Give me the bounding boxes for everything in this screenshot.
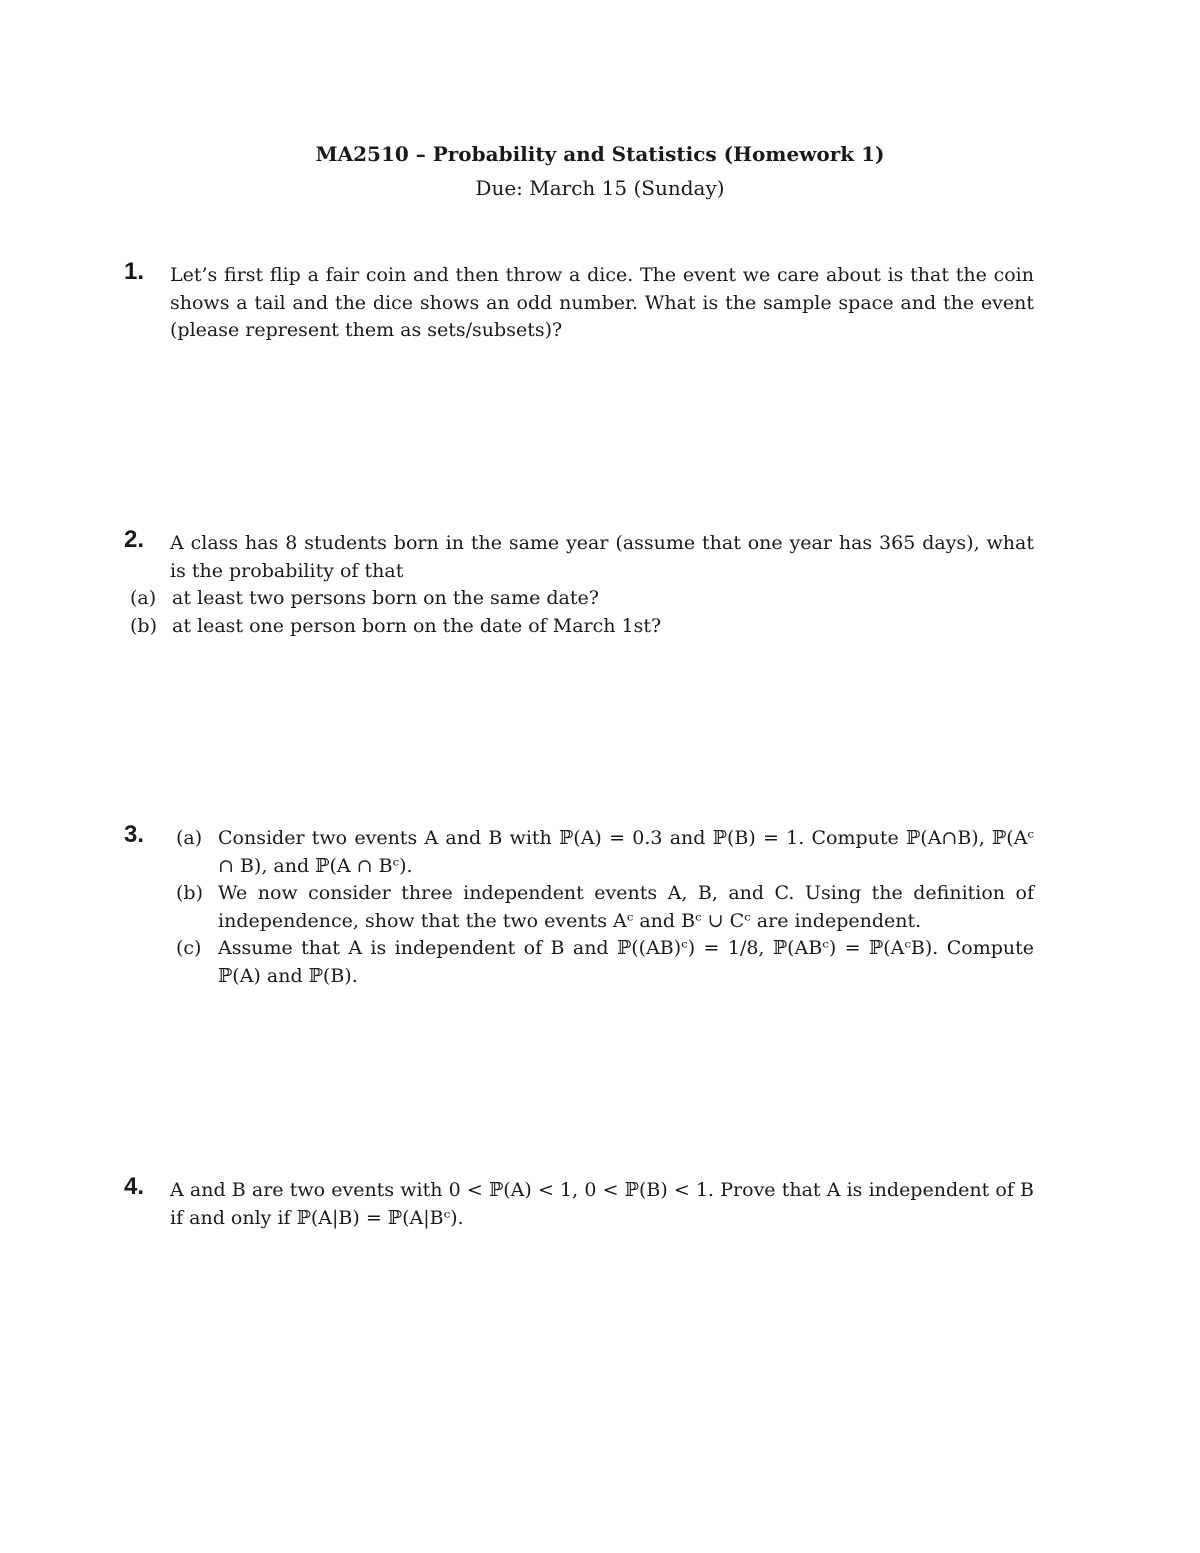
problem-4	[124, 1173, 1034, 1232]
subpart-text: at least one person born on the date of March 1st?	[172, 614, 662, 637]
problem-3	[124, 821, 1034, 990]
subpart-a	[124, 585, 1034, 613]
subpart-label: (c)	[176, 937, 202, 959]
due-date: Due: March 15 (Sunday)	[475, 176, 725, 200]
problem-1	[124, 258, 1034, 345]
problem-number: 3.	[124, 821, 145, 848]
subpart-label: (b)	[176, 882, 203, 904]
problem-text: A and B are two events with 0 < ℙ(A) < 1, 0 < ℙ(B) < 1. Prove that A is independent of B if and only if ℙ(A|B) = ℙ(A|Bᶜ).	[170, 1179, 1034, 1229]
subpart-label: (a)	[176, 827, 203, 849]
subpart-a	[124, 825, 1034, 880]
subpart-text: Consider two events A and B with ℙ(A) = 0.3 and ℙ(B) = 1. Compute ℙ(A∩B), ℙ(Aᶜ ∩ B), and ℙ(A ∩ Bᶜ).	[218, 827, 1034, 877]
subpart-b	[124, 613, 1034, 641]
problem-number: 1.	[124, 258, 145, 285]
problem-number: 2.	[124, 526, 145, 553]
page-title: MA2510 – Probability and Statistics (Homework 1)	[315, 142, 885, 166]
problem-2	[124, 526, 1034, 640]
problem-number: 4.	[124, 1173, 145, 1200]
subpart-text: We now consider three independent events A, B, and C. Using the definition of independence, show that the two events Aᶜ and Bᶜ ∪ Cᶜ are independent.	[218, 882, 1034, 932]
subpart-label: (b)	[130, 614, 157, 637]
subpart-text: at least two persons born on the same date?	[172, 587, 599, 609]
subpart-label: (a)	[130, 587, 157, 609]
problem-text: A class has 8 students born in the same year (assume that one year has 365 days), what is the probability of that	[170, 532, 1034, 582]
problem-text: Let’s first flip a fair coin and then throw a dice. The event we care about is that the coin shows a tail and the dice shows an odd number. What is the sample space and the event (please represent them as sets/subsets)?	[170, 264, 1034, 341]
subpart-b	[124, 880, 1034, 935]
subpart-c	[124, 935, 1034, 990]
subpart-text: Assume that A is independent of B and ℙ((AB)ᶜ) = 1/8, ℙ(ABᶜ) = ℙ(AᶜB). Compute ℙ(A) and ℙ(B).	[218, 937, 1034, 987]
